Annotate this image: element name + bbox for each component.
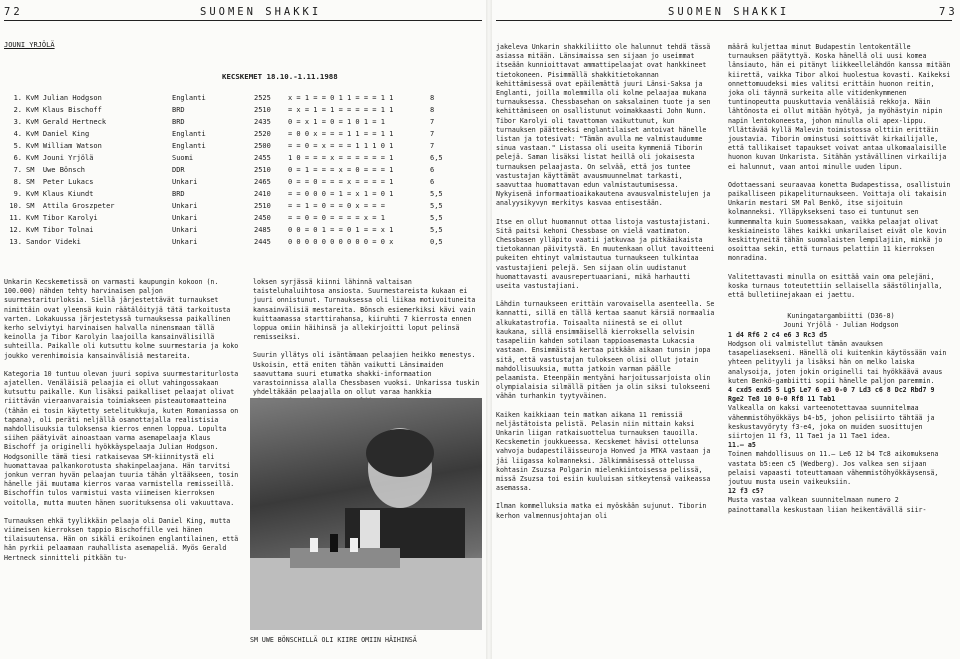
table-cell-name: SM Uwe Bönsch [26,166,86,174]
table-row [0,154,490,164]
table-row [0,226,490,236]
table-cell-country: Englanti [172,130,206,138]
header-rule-right [496,20,952,21]
table-cell-rating: 2450 [254,214,271,222]
game-comment: Toinen mahdollisuus on 11.– Le6 12 b4 Tc8 aikomuksena vastata b5:een c5 (Wedberg). Jos valkea sen sijaan pelaisi vapaasti toteuttamaan vähemmistöhyökkäysensä, joutuu musta usein vaikeuksiin. [728,450,939,486]
table-cell-name: SM Peter Lukacs [26,178,94,186]
table-cell-country: Unkari [172,202,198,210]
article-author: JOUNI YRJÖLÄ [4,41,55,49]
table-cell-score: 8 [430,94,435,102]
table-cell-score: 5,5 [430,202,443,210]
table-cell-rank: 2. [13,106,22,114]
game-comment: Valkealla on kaksi varteenotettavaa suunnitelmaa vähemmistöhyökkäys b4-b5, johon pelisiirto tähtää ja keskustavyöryty f3-e4, joka on muiden suosittujen siirtojen 11 f3, 11 Tae1 ja 11 Tae1 idea. [728,404,935,440]
table-row [0,106,490,116]
table-cell-name: KvM Julian Hodgson [26,94,102,102]
table-cell-rank: 11. [9,214,22,222]
table-row [0,166,490,176]
table-cell-country: Unkari [172,178,198,186]
table-cell-country: BRD [172,118,185,126]
paragraph: Valitettavasti minulla on esittää vain oma pelejäni, koska turnaus toteutettiin sellaisella säästölinjalla, että bulletiinejakaan ei jaettu. [728,272,943,300]
table-row [0,214,490,224]
table-cell-name: KvM William Watson [26,142,102,150]
table-cell-score: 0,5 [430,238,443,246]
table-row [0,190,490,200]
table-cell-country: Unkari [172,226,198,234]
table-cell-rating: 2435 [254,118,271,126]
game-heading: Kuningatargambiitti (D36-8) [787,312,895,321]
table-cell-rating: 2520 [254,130,271,138]
table-cell-score: 5,5 [430,226,443,234]
table-cell-rank: 4. [13,130,22,138]
table-cell-rating: 2455 [254,154,271,162]
right-page [490,0,960,659]
table-cell-grid: = x = 1 = 1 = = = = = 1 1 [288,106,394,114]
table-row [0,94,490,104]
paragraph: määrä kuljettaa minut Budapestin lentokentälle turnauksen päätyttyä. Koska hänellä oli uusi komea länsiauto, hän ei pitänyt liikkeellelähdön kanssa mitään kiirettä, vaikka Tibor alkoi huolestua kovasti. Kaikeksi onnettomuudeksi mies valitsi erittäin huonon reitin, joka oli täynnä surkeita alle vitidenkymmenen tuntinopeutta puuskuttavia venäläisiä rekkoja. Näin lähtönosta ei ollut mitään hyötyä, ja myöhästyin nipin napin lentokoneesta, johon minulla oli apex-lippu. Yllättävää kyllä Malevin toimistossa olttiin erittäin joustavia. Tiborin ominstusi soittivät kirkailijalle, että tallikaiset tapaukset voivat antaa ulkomaalaisille huonon kuvan Unkarista. Sitähän ystävällinen virkailija ei halunnut, vaan antoi minulle uuden lipun. [728,43,951,171]
right-column-1 [496,43,718,521]
table-cell-score: 5,5 [430,214,443,222]
paragraph: Unkarin Kecskemetissä on varmasti kaupungin kokoon (n. 100.000) nähden tehty harvinaisen paljon suurmestariturloksia. Siellä järjestettävät turnaukset nimittäin ovat yleensä kuin räätälöityjä tätä tarkoitusta varten. Lokakuussa järjestetyssä turnauksessa paikallinen kerho selviytyi harvinaisen halvalla ninensmaan tällä keinolla ja Tibor Karolyin laajoilla kansainvälisillä suhteilla. Paikalle oli kutsuttu kolme suurmestaria ja koko joukko verenhimoisia kansainvälisiä mestareita. [4,278,239,360]
table-row [0,130,490,140]
table-cell-rank: 13. [9,238,22,246]
event-line: KECSKEMET 18.10.-1.11.1988 [222,72,338,81]
paragraph: Itse en ollut huomannut ottaa listoja vastustajistani. Sitä paitsi kehoni Chessbase on vielä vaatimaton. Chessbasen ylläpito vaatii jatkuvaa ja pitkäaikaista tietokannan päivitystä. En muutenkaan ollut tavoitteeni pukeiten ehtinyt valmistautua turnaukseen tulkintaa vastustajieni pelejä. Sen sijaan olin uudistanut huomattavasti avausrepertuaariani, mikä harhautti useita vastustajiani. [496,217,715,291]
game-comment: Musta vastaa valkean suunnitelmaan numero 2 painottamalla keskustaan liian heikentävällä siir- [728,496,927,514]
table-cell-score: 6 [430,166,435,174]
table-row [0,142,490,152]
table-cell-rating: 2465 [254,178,271,186]
table-cell-rank: 1. [13,94,22,102]
table-cell-rating: 2445 [254,238,271,246]
table-cell-country: BRD [172,190,185,198]
table-cell-country: DDR [172,166,185,174]
header-rule-left [4,20,482,21]
table-cell-rank: 10. [9,202,22,210]
table-cell-grid: = = 0 = x = = = 1 1 1 0 1 [288,142,394,150]
paragraph: Ilman kommelluksia matka ei myöskään sujunut. Tiborin kerhon valmennusjohtajan oli [496,502,707,520]
table-cell-grid: 0 0 0 0 0 0 0 0 0 0 = 0 x [288,238,394,246]
table-cell-rating: 2510 [254,202,271,210]
table-cell-grid: 0 = 1 = = = x = 0 = = = 1 [288,166,394,174]
table-cell-name: KvM Klaus Kiundt [26,190,94,198]
paragraph: jakeleva Unkarin shakkiliitto ole halunnut tehdä tässä asiassa mitään. Länsimaissa sen sijaan jo useimmat itseään kunnioittavat ammattipelaajat ovat hankkineet tietokoneen. Pisimmällä shakkitietokannan kehittämisessä ovat epäilemättä juuri Länsi-Saksa ja Englanti, joilla molemmilla oli kolme pelaajaa mukana turnauksessa. Chessbasehan on saksalainen tuote ja sen kehittämiseen on osallistunut voimakkaasti John Nunn. Tibor Karolyi oli tavattoman vaikuttunut, kun turnauksen päätteeksi englantilaiset antoivat hänelle listan ja totesivat: "Tämän avulla me valmistaudumme sinua vastaan." Listassa oli useita kymmeniä Tiborin pelejä. Saman lisäksi listat heillä oli jokaisesta turnauksen pelaajasta. On selvää, että jos tuntee vastustajan käyttämät avausmuunnelmat tarkasti, saavuttaa huomattavan edun valmistautumisessa. Nykyisenä informaatioaikakautena avausvalmistelujen ja analyysikyvyn merkitys kasvaa entisestään. [496,43,711,208]
table-cell-country: Englanti [172,94,206,102]
table-row [0,178,490,188]
table-cell-grid: x = 1 = = 0 1 1 = = = 1 1 [288,94,394,102]
table-cell-rank: 8. [13,178,22,186]
table-cell-score: 7 [430,142,435,150]
table-cell-name: Sandor Videki [26,238,81,246]
table-cell-country: Suomi [172,154,194,162]
table-cell-name: KvM Tibor Karolyi [26,214,98,222]
table-cell-rank: 7. [13,166,22,174]
table-cell-rating: 2525 [254,94,271,102]
table-cell-score: 8 [430,106,435,114]
page-number-left: 72 [4,6,23,18]
game-comment: Hodgson oli valmistellut tämän avauksen tasapeliasekseni. Hänellä oli kuitenkin käytössään vain yhteen pelityyli ja lisäksi hän on melko laiska analysoija, joten jokin originelli tai hyökkäävä avaus kuten Benkö-gambiitti sopii hänelle paljon paremmin. [728,339,947,385]
game-moves: 11.– a5 [728,441,756,450]
page-number-right: 73 [939,6,958,18]
left-column-1 [4,278,244,563]
game-players: Jouni Yrjölä - Julian Hodgson [783,321,899,330]
table-cell-score: 7 [430,118,435,126]
table-cell-name: KvM Daniel King [26,130,90,138]
paragraph: Turnauksen ehkä tyylikkäin pelaaja oli Daniel King, mutta viimeisen kierroksen tappio Bischoffille vei hänen tilaisuutensa. Hän on sikäli erikoinen englantilainen, että hän pyrkii pelaamaan rauhallista asemapeliä. Myös Gerald Hertneck sinnitteli pitkään tu- [4,516,239,562]
table-cell-rank: 9. [13,190,22,198]
table-cell-name: KvM Tibor Tolnai [26,226,94,234]
table-cell-score: 6 [430,178,435,186]
table-cell-grid: 0 = x 1 = 0 = 1 0 1 = 1 [288,118,385,126]
running-head-right: SUOMEN SHAKKI [668,6,790,18]
table-cell-score: 6,5 [430,154,443,162]
table-cell-rank: 12. [9,226,22,234]
table-cell-score: 5,5 [430,190,443,198]
table-row [0,118,490,128]
table-cell-grid: 1 0 = = = x = = = = = = 1 [288,154,394,162]
table-row [0,202,490,212]
table-cell-name: KvM Gerald Hertneck [26,118,107,126]
table-cell-grid: = = 0 0 0 = 1 = x 1 = 0 1 [288,190,394,198]
cross-table [0,94,490,254]
table-cell-grid: = = 0 = 0 = = = = x = 1 [288,214,385,222]
table-row [0,238,490,248]
paragraph: Lähdin turnaukseen erittäin varovaisella asenteella. Se kannatti, sillä en tällä kertaa saanut kärsiä normaalia alkukatastrofia. Toisaalta niinestä se ei ollut kaukana, sillä ensimmäisellä kierroksella selvisin tasapeliin kahden sotilaan tappioasemasta Lukacsia vastaan. Ensimmäistä kertaa pitkään aikaan tunsin jopa sitä, että vastustajan tulokseen olisi ollut jotain mahdollisuuksia, mutta jatkoin varman päälle pelaamista. Eteenpäin mentyäni harjoitussarjoista olin olympialaisia silmällä pitäen ja olin siksi tulokseeni vähän turhankin tyytyväinen. [496,300,715,401]
table-cell-grid: 0 = = 0 = = = x = = = = 1 [288,178,394,186]
table-cell-rank: 6. [13,154,22,162]
table-cell-rating: 2410 [254,190,271,198]
photo-caption: SM UWE BÖNSCHILLÄ OLI KIIRE OMIIN HÄIHINSÄ [250,636,417,644]
paragraph: Odottaessani seuraavaa konetta Budapestissa, osallistuin paikalliseen pikapeliturnaukseen. Voittaja oli takaisin Unkarin mestari SM Pal Benkö, itse sijoituin kolmanneksi. Ylläpyksekseni taso ei tuntunut sen kummemmalta kuin Suomessakaan, vaikka pelaajat olivat keskiaineisto lähes kaikki unkarilaiset eivät ole kovin keskittyneitä tähän suomalaisten lempilajiin, minkä jo osoittaa sekin, että turnaus pelattiin 11 kierroksen monradina. [728,180,951,263]
table-cell-grid: 0 0 = 0 1 = = 0 1 = = x 1 [288,226,394,234]
table-cell-rank: 5. [13,142,22,150]
left-column-2 [253,278,481,407]
paragraph: Suurin yllätys oli isäntämaan pelaajien heikko menestys. Uskoisin, että eniten tähän vaikutti Länsimaiden saavuttama suuri etumatka shakki-informaation varastoinnissa alalla Chessbasen vuoksi. Unkarissa tuskin yhdeltäkään pelaajalla on ollut varaa hankkia [253,351,480,397]
table-cell-grid: = 0 0 x = = = 1 1 = = 1 1 [288,130,394,138]
table-cell-rating: 2510 [254,106,271,114]
table-cell-name: KvM Jouni Yrjölä [26,154,94,162]
table-cell-country: BRD [172,106,185,114]
paragraph: Kaiken kaikkiaan tein matkan aikana 11 remissiä neljästätoista pelistä. Pelasin niin mittain kaksi Unkarin liigan ratkaisuottelua turnauksen tauoilla. Kecskemetin joukkueessa. Kecskemet hävisi ottelunsa vahvoja budapestiläisseuroja Honved ja MTKA vastaan ja jäi liigassa kolmanneksi. Jälkimmäisessä ottelussa kohtasin Zsuzsa Polgarin mielenkiintoisessa pelissä, missä Zsuzsa toi esiin kuuluisan sitkeytensä vaikeassa asemassa. [496,410,711,493]
table-cell-name: KvM Klaus Bischoff [26,106,102,114]
table-cell-grid: = = 1 = 0 = = 0 x = = = [288,202,385,210]
game-moves: 1 d4 Rf6 2 c4 e6 3 Rc3 d5 [728,330,828,339]
table-cell-rank: 3. [13,118,22,126]
table-cell-name: SM Attila Groszpeter [26,202,115,210]
table-cell-rating: 2510 [254,166,271,174]
table-cell-rating: 2500 [254,142,271,150]
game-moves: 4 cxd5 exd5 5 Lg5 Le7 6 e3 0-0 7 Ld3 c6 8 Dc2 Rbd7 9 Rge2 Te8 10 0-0 Rf8 11 Tab1 [728,385,935,404]
running-head-left: SUOMEN SHAKKI [200,6,322,18]
table-cell-country: Englanti [172,142,206,150]
table-cell-country: Unkari [172,238,198,246]
table-cell-rating: 2485 [254,226,271,234]
game-moves: 12 f3 c5? [728,487,764,496]
paragraph: Kategoria 10 tuntuu olevan juuri sopiva suurmestariturlosta ajatellen. Venäläisiä pelaajia ei ollut vahingossakaan kutsuttu paikalle. Kun lisäksi paikalliset pelaajat olivat riittävän vieraanvaraisia toimiakseen pisteautomaatteina (tähän ei tosin käytetty setelitukkuja, kuten Romaniassa on tapana), oli peräti neljällä osanottajalla realistisia mahdollisuuksia tuloksensa kierros ennen loppua. Lopulta siihen päätyivät ainoastaan varma asemapelaaja Klaus Bischoff ja originelli hyökkäyspelaaja Julian Hodgson. Hodgsonille tämä tiesi ratkaisevaa SM-kiinnitystä eli huomattavaa palkankorotusta shakinpelaajana. Hän tarvitsi jonkun verran hyvän pelaajan tuuria tähän yltääkseen, tosin hänelle jäi muutama kierros varaa varmistella remisseillä. Bischoffin tulos varmistui vasta viimeisen kierroksen voitolla, mutta muuten hänen suorituksensa oli vakuuttava. [4,369,239,507]
paragraph: loksen syrjässä kiinni lähinnä valtaisan taisteluhaluihtosa ansiosta. Suurmestareista kukaan ei juuri onnistunut. Turnauksessa oli liikaa motivoituneita kansainvälisiä mestareita. Bönsch esiemerkiksi kävi vain kuittaamassa starttirahansa, kiiruhti 7 kierrosta ennen loppua omiin häihinsä ja allekirjoitti loput pelinsä remisseiksi. [253,278,476,342]
player-photo [250,398,482,630]
photo-illustration [250,398,482,630]
table-cell-country: Unkari [172,214,198,222]
table-cell-score: 7 [430,130,435,138]
right-column-2 [728,43,954,515]
